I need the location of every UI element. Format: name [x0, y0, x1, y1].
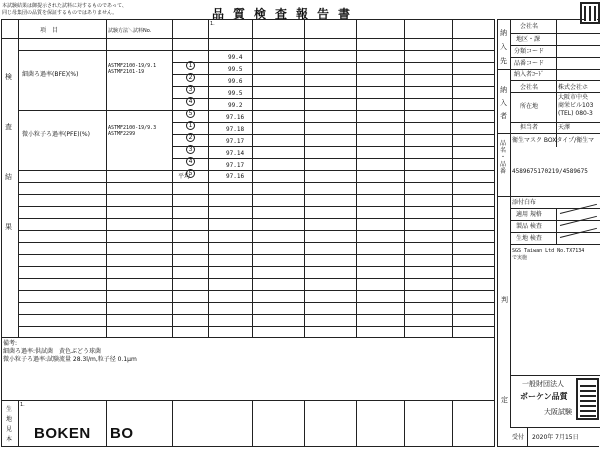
- person-label: 担当者: [520, 124, 539, 131]
- column-header-item: 項 目: [40, 27, 59, 34]
- judgment-label-char: 定: [501, 396, 508, 404]
- column-header-sample-1: 1.: [210, 21, 215, 27]
- product-code-label: 品番コード: [514, 60, 545, 67]
- specimen-number: 1.: [20, 402, 25, 408]
- trial-number: 3: [186, 145, 195, 154]
- judgment-text-line-2: で実施: [512, 255, 528, 261]
- test-value: 99.4: [228, 54, 243, 61]
- address-line-1: 大阪市中央: [558, 94, 589, 101]
- test-item-pfe: 微小粒子ろ過率(PFE)(%): [22, 131, 90, 138]
- supplier-company-value: 株式会社ホ: [558, 84, 589, 91]
- supplier-label-char: 納: [500, 86, 507, 94]
- trial-number: 3: [186, 85, 195, 94]
- judgment-label-char: 判: [501, 296, 508, 304]
- category-code-label: 分類コード: [514, 48, 545, 55]
- seal-pattern: [580, 383, 596, 417]
- delivery-label-char: 入: [500, 43, 507, 51]
- person-value: 天澤: [558, 124, 571, 131]
- specimen-label-char: 見: [6, 426, 13, 433]
- test-value: 97.17: [226, 138, 245, 145]
- judgment-text-line-1: SGS Taiwan Ltd No.TX7134: [512, 248, 585, 254]
- supplier-company-label: 会社名: [520, 84, 539, 91]
- supplier-code-label: 納入者ｺｰﾄﾞ: [514, 71, 545, 78]
- average-value: 97.16: [226, 173, 245, 180]
- test-method-bfe: ASTMF2100-19/9.1 ASTMF2101-19: [108, 63, 157, 75]
- test-value: 99.6: [228, 78, 243, 85]
- received-date: 2020年 7月15日: [532, 434, 579, 441]
- column-header-method: 試験方法＼試料No.: [108, 28, 152, 34]
- address-line-2: 商栄ビル103: [558, 102, 594, 109]
- test-value: 97.18: [226, 126, 245, 133]
- product-inspection-label: 製品 検査: [516, 223, 542, 230]
- report-frame: [1, 19, 495, 447]
- corner-stamp: [580, 2, 600, 24]
- supplier-label-char: 入: [500, 99, 507, 107]
- specimen-label-char: 地: [6, 416, 13, 423]
- test-value: 99.2: [228, 102, 243, 109]
- section-label-supplier: [500, 84, 507, 123]
- section-label-char: 果: [5, 223, 12, 231]
- product-label-char: 品: [500, 140, 507, 147]
- test-value: 99.5: [228, 90, 243, 97]
- notes-line-1: 細菌ろ過率:供試菌 黄色ぶどう球菌: [3, 348, 102, 355]
- delivery-area-label: 地区・課: [516, 36, 541, 43]
- notes-heading: 備考:: [3, 340, 18, 347]
- test-value: 97.14: [226, 150, 245, 157]
- issuer-line-1: 一般財団法人: [522, 380, 564, 388]
- notes-line-2: 微小粒子ろ過率:試験流量 28.3l/m,粒子径 0.1μm: [3, 356, 137, 363]
- trial-number: 2: [186, 133, 195, 142]
- product-label-char: 番: [500, 168, 507, 175]
- delivery-label-char: 納: [500, 29, 507, 37]
- issuer-line-3: 大阪試験: [544, 408, 572, 416]
- trial-number: 4: [186, 157, 195, 166]
- page-title: 品質検査報告書: [212, 7, 360, 21]
- corner-stamp-pattern: [584, 6, 597, 21]
- section-label-judgment: [501, 250, 508, 450]
- section-label-specimen: [6, 405, 12, 445]
- average-label: 平均: [178, 173, 191, 180]
- section-label-delivery: [500, 26, 507, 68]
- received-label: 受付: [512, 434, 525, 441]
- product-label-char: 品: [500, 161, 507, 168]
- product-label-char: ・: [500, 154, 507, 161]
- section-label-char: 査: [5, 123, 12, 131]
- section-label-char: 結: [5, 173, 12, 181]
- disclaimer-line-2: 同じ母集団の品質を保証するものではありません。: [2, 10, 118, 16]
- issuer-line-2: ボーケン品質: [520, 392, 568, 401]
- test-item-bfe: 細菌ろ過率(BFE)(%): [22, 71, 79, 78]
- trial-number: 2: [186, 73, 195, 82]
- disclaimer-line-1: 本試験結果は御提示された試料に対するものであって、: [2, 3, 127, 9]
- trial-number: 1: [186, 61, 195, 70]
- section-label-char: 検: [5, 73, 12, 81]
- specimen-label-char: 生: [6, 406, 13, 413]
- fabric-inspection-label: 生地 検査: [516, 235, 542, 242]
- boken-logo-partial: BO: [110, 425, 134, 442]
- trial-number: 1: [186, 121, 195, 130]
- attached-fabric-label: 添付白布: [512, 199, 537, 206]
- delivery-company-label: 会社名: [520, 23, 539, 30]
- trial-number: 5: [186, 169, 195, 178]
- trial-number: 5: [186, 109, 195, 118]
- official-seal-stamp: [576, 378, 599, 420]
- product-codes: 4589675170219/4589675: [512, 168, 588, 175]
- product-label-char: 名: [500, 147, 507, 154]
- applicable-standard-label: 適用 規格: [516, 211, 542, 218]
- test-value: 99.5: [228, 66, 243, 73]
- specimen-label-char: 本: [6, 436, 13, 443]
- test-value: 97.17: [226, 162, 245, 169]
- test-method-pfe: ASTMF2100-19/9.3 ASTMF2299: [108, 125, 157, 137]
- supplier-label-char: 者: [500, 112, 507, 120]
- boken-logo: BOKEN: [34, 425, 91, 442]
- product-name: 衛生マスク BOXタイプ/衛生マ: [512, 137, 595, 144]
- test-value: 97.16: [226, 114, 245, 121]
- delivery-label-char: 先: [500, 57, 507, 65]
- trial-number: 4: [186, 97, 195, 106]
- address-label: 所在地: [520, 103, 539, 110]
- section-label-product: [500, 140, 506, 175]
- address-line-3: (TEL) 080-3: [558, 110, 593, 117]
- section-label-results: [5, 52, 12, 252]
